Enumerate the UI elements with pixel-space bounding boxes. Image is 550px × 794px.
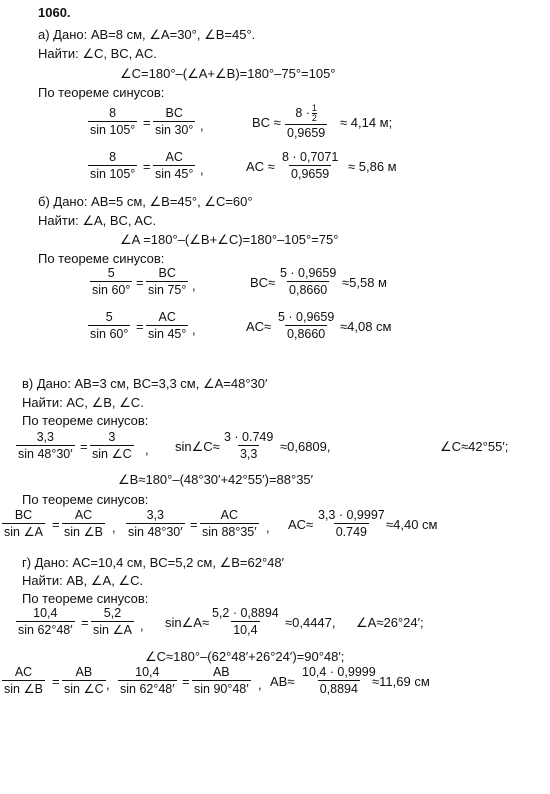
fraction xyxy=(153,106,195,137)
denominator: sin 62°48′ xyxy=(18,623,73,637)
fraction xyxy=(2,508,45,539)
equals-sign: = xyxy=(190,517,198,532)
part-c-angle-b: ∠B≈180°–(48°30′+42°55′)=88°35′ xyxy=(118,472,314,487)
fraction xyxy=(276,310,336,341)
fraction xyxy=(90,430,134,461)
fraction xyxy=(210,606,281,637)
fraction xyxy=(280,150,340,181)
fraction xyxy=(88,310,130,341)
numerator: 3,3 xyxy=(146,508,164,522)
part-a-theorem: По теореме синусов: xyxy=(38,85,165,100)
ac-result: ≈4,40 см xyxy=(386,517,438,532)
part-a-find: Найти: ∠C, BC, AC. xyxy=(38,46,157,61)
equals-sign: = xyxy=(182,674,190,689)
numerator: BC xyxy=(14,508,33,522)
part-d-theorem: По теореме синусов: xyxy=(22,591,149,606)
denominator: sin 88°35′ xyxy=(202,525,257,539)
equals-sign: = xyxy=(143,115,151,130)
fraction xyxy=(300,665,378,696)
fraction xyxy=(118,665,177,696)
numerator: AC xyxy=(14,665,33,679)
numerator: 5,2 xyxy=(103,606,122,620)
part-b-theorem: По теореме синусов: xyxy=(38,251,165,266)
numerator: 5 xyxy=(107,266,115,280)
numerator: 5 · 0,9659 xyxy=(278,310,335,324)
part-a-angle-c: ∠C=180°–(∠A+∠B)=180°–75°=105° xyxy=(120,66,336,81)
equals-sign: = xyxy=(80,439,88,454)
ac-label: AC≈ xyxy=(288,517,314,532)
half-numerator: 1 xyxy=(311,103,317,113)
half-fraction xyxy=(312,104,317,123)
denominator: sin 48°30′ xyxy=(18,447,73,461)
equals-sign: = xyxy=(52,674,60,689)
numerator: AB xyxy=(212,665,230,679)
numerator: 3,3 · 0,9997 xyxy=(318,508,385,522)
denominator: sin 105° xyxy=(90,167,136,181)
half-denominator: 2 xyxy=(311,113,317,123)
denominator: sin 45° xyxy=(155,167,194,181)
equals-sign: = xyxy=(81,615,89,630)
denominator: sin 48°30′ xyxy=(128,525,183,539)
numerator: 10,4 · 0,9999 xyxy=(302,665,376,679)
numerator: 5 xyxy=(105,310,113,324)
denominator: 0,8894 xyxy=(319,682,358,696)
numerator: 10,4 xyxy=(33,606,58,620)
bc-result: ≈5,58 м xyxy=(342,275,387,290)
part-c-theorem-1: По теореме синусов: xyxy=(22,413,149,428)
denominator: 0,8660 xyxy=(289,283,328,297)
fraction xyxy=(16,430,75,461)
problem-number: 1060. xyxy=(38,5,71,20)
denominator: sin 60° xyxy=(90,327,129,341)
comma: , xyxy=(106,677,110,692)
denominator: sin 75° xyxy=(148,283,187,297)
denominator: sin 45° xyxy=(148,327,187,341)
sin-c-result: ≈0,6809, xyxy=(280,439,331,454)
part-c-given: в) Дано: AB=3 см, BC=3,3 см, ∠A=48°30′ xyxy=(22,376,268,391)
ac-result: ≈4,08 см xyxy=(340,319,392,334)
denominator: sin ∠C xyxy=(64,682,104,696)
denominator: sin 60° xyxy=(92,283,131,297)
angle-a-result: ∠A≈26°24′; xyxy=(356,615,424,630)
comma: , xyxy=(200,162,204,177)
comma: , xyxy=(192,278,196,293)
fraction xyxy=(126,508,185,539)
bc-label: BC ≈ xyxy=(252,115,281,130)
numerator: 8 xyxy=(109,150,117,164)
equals-sign: = xyxy=(143,159,151,174)
fraction xyxy=(285,104,327,140)
sin-a-label: sin∠A≈ xyxy=(165,615,210,630)
numerator: BC xyxy=(158,266,176,280)
comma: , xyxy=(140,618,144,633)
ab-result: ≈11,69 см xyxy=(372,674,430,689)
comma: , xyxy=(200,118,204,133)
angle-c-result: ∠C≈42°55′; xyxy=(440,439,509,454)
fraction xyxy=(62,508,105,539)
numerator-prefix: 8 · xyxy=(295,105,310,120)
part-b-angle-a: ∠A =180°–(∠B+∠C)=180°–105°=75° xyxy=(120,232,339,247)
fraction xyxy=(2,665,45,696)
denominator: 0,9659 xyxy=(291,167,330,181)
numerator: 8 · 0,7071 xyxy=(282,150,339,164)
denominator: 0,9659 xyxy=(287,126,326,140)
part-c-find: Найти: AC, ∠B, ∠C. xyxy=(22,395,144,410)
numerator: 3,3 xyxy=(36,430,54,444)
denominator: 0.749 xyxy=(335,525,367,539)
fraction xyxy=(153,150,195,181)
denominator: sin 30° xyxy=(155,123,194,137)
part-c-theorem-2: По теореме синусов: xyxy=(22,492,149,507)
denominator: sin 90°48′ xyxy=(194,682,249,696)
ac-result: ≈ 5,86 м xyxy=(348,159,397,174)
part-d-given: г) Дано: AC=10,4 см, BC=5,2 см, ∠B=62°48′ xyxy=(22,555,285,570)
numerator: 8 xyxy=(109,106,117,120)
numerator: 5 · 0,9659 xyxy=(280,266,337,280)
ab-label: AB≈ xyxy=(270,674,295,689)
ac-label: AC ≈ xyxy=(246,159,275,174)
denominator: 0,8660 xyxy=(287,327,326,341)
equals-sign: = xyxy=(52,517,60,532)
denominator: sin 62°48′ xyxy=(120,682,175,696)
denominator: sin ∠C xyxy=(92,447,132,461)
denominator: sin ∠A xyxy=(4,525,43,539)
fraction xyxy=(91,606,134,637)
fraction xyxy=(16,606,75,637)
fraction xyxy=(146,266,188,297)
sin-c-label: sin∠C≈ xyxy=(175,439,220,454)
fraction xyxy=(278,266,338,297)
bc-label: BC≈ xyxy=(250,275,276,290)
denominator: sin ∠B xyxy=(64,525,103,539)
equals-sign: = xyxy=(136,319,144,334)
denominator: sin ∠A xyxy=(93,623,132,637)
ac-label: AC≈ xyxy=(246,319,272,334)
numerator: 3 xyxy=(108,430,116,444)
fraction xyxy=(146,310,188,341)
numerator: 5,2 · 0,8894 xyxy=(212,606,279,620)
bc-result: ≈ 4,14 м; xyxy=(340,115,393,130)
part-d-find: Найти: AB, ∠A, ∠C. xyxy=(22,573,144,588)
comma: , xyxy=(258,677,262,692)
fraction xyxy=(62,665,106,696)
comma: , xyxy=(266,520,270,535)
numerator xyxy=(293,104,319,124)
fraction xyxy=(200,508,259,539)
part-b-find: Найти: ∠A, BC, AC. xyxy=(38,213,157,228)
numerator: 10,4 xyxy=(135,665,160,679)
equals-sign: = xyxy=(136,275,144,290)
fraction xyxy=(88,106,137,137)
denominator: 3,3 xyxy=(239,447,258,461)
comma: , xyxy=(145,442,149,457)
sin-a-result: ≈0,4447, xyxy=(285,615,336,630)
numerator: AC xyxy=(74,508,93,522)
numerator: AB xyxy=(75,665,93,679)
numerator: AC xyxy=(220,508,238,522)
numerator: AC xyxy=(165,150,183,164)
numerator: 3 · 0.749 xyxy=(224,430,274,444)
denominator: sin 105° xyxy=(90,123,136,137)
denominator: sin ∠B xyxy=(4,682,43,696)
fraction xyxy=(192,665,251,696)
numerator: AC xyxy=(158,310,176,324)
fraction xyxy=(222,430,275,461)
part-a-given: а) Дано: AB=8 см, ∠A=30°, ∠B=45°. xyxy=(38,27,256,42)
part-d-angle-c: ∠C≈180°–(62°48′+26°24′)=90°48′; xyxy=(145,649,345,664)
fraction xyxy=(316,508,387,539)
numerator: BC xyxy=(165,106,183,120)
comma: , xyxy=(192,322,196,337)
fraction xyxy=(88,150,137,181)
denominator: 10,4 xyxy=(233,623,258,637)
comma: , xyxy=(112,520,116,535)
fraction xyxy=(90,266,132,297)
part-b-given: б) Дано: AB=5 см, ∠B=45°, ∠C=60° xyxy=(38,194,253,209)
